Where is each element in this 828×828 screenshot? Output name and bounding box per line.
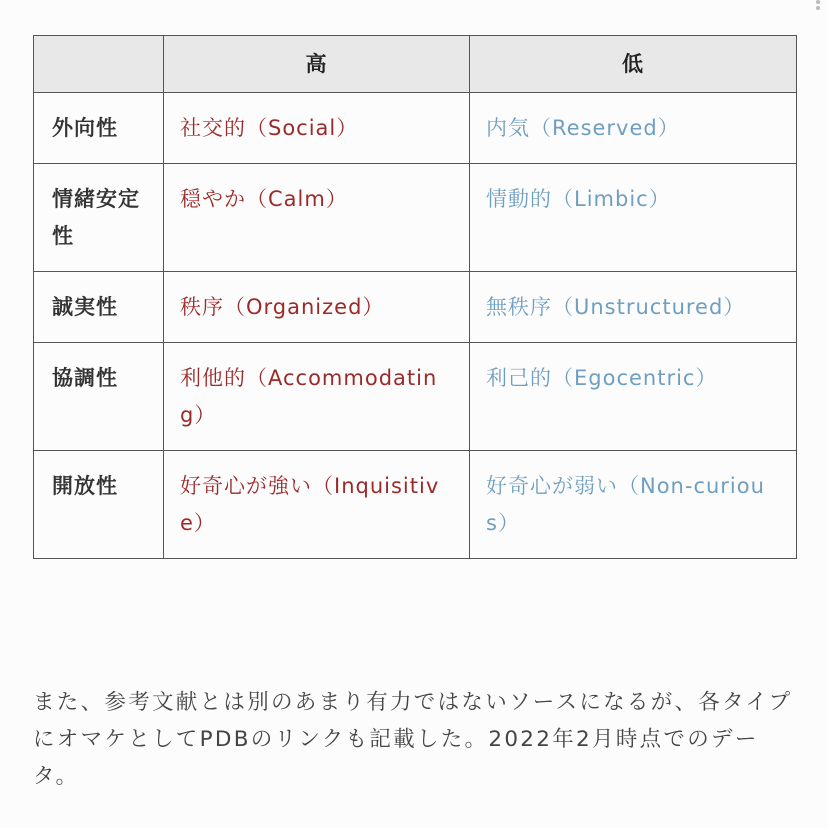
trait-name: 外向性 <box>34 93 164 164</box>
low-value: 利己的（Egocentric） <box>470 343 797 451</box>
table-row <box>34 164 797 272</box>
high-value: 利他的（Accommodating） <box>164 343 470 451</box>
footnote-paragraph: また、参考文献とは別のあまり有力ではないソースになるが、各タイプにオマケとしてPDBのリンクも記載した。2022年2月時点でのデータ。 <box>33 690 793 789</box>
trait-name: 開放性 <box>34 451 164 559</box>
header-high: 高 <box>164 36 470 93</box>
high-value: 穏やか（Calm） <box>164 164 470 272</box>
table-header-row <box>34 36 797 93</box>
trait-name: 誠実性 <box>34 272 164 343</box>
table-row <box>34 272 797 343</box>
big-five-table <box>33 35 797 559</box>
table-row <box>34 343 797 451</box>
header-low: 低 <box>470 36 797 93</box>
scroll-indicator <box>816 0 822 10</box>
high-value: 好奇心が強い（Inquisitive） <box>164 451 470 559</box>
table-row <box>34 93 797 164</box>
table-row <box>34 451 797 559</box>
trait-name: 協調性 <box>34 343 164 451</box>
high-value: 秩序（Organized） <box>164 272 470 343</box>
high-value: 社交的（Social） <box>164 93 470 164</box>
low-value: 情動的（Limbic） <box>470 164 797 272</box>
low-value: 無秩序（Unstructured） <box>470 272 797 343</box>
trait-name: 情緒安定性 <box>34 164 164 272</box>
low-value: 好奇心が弱い（Non-curious） <box>470 451 797 559</box>
header-blank <box>34 36 164 93</box>
low-value: 内気（Reserved） <box>470 93 797 164</box>
